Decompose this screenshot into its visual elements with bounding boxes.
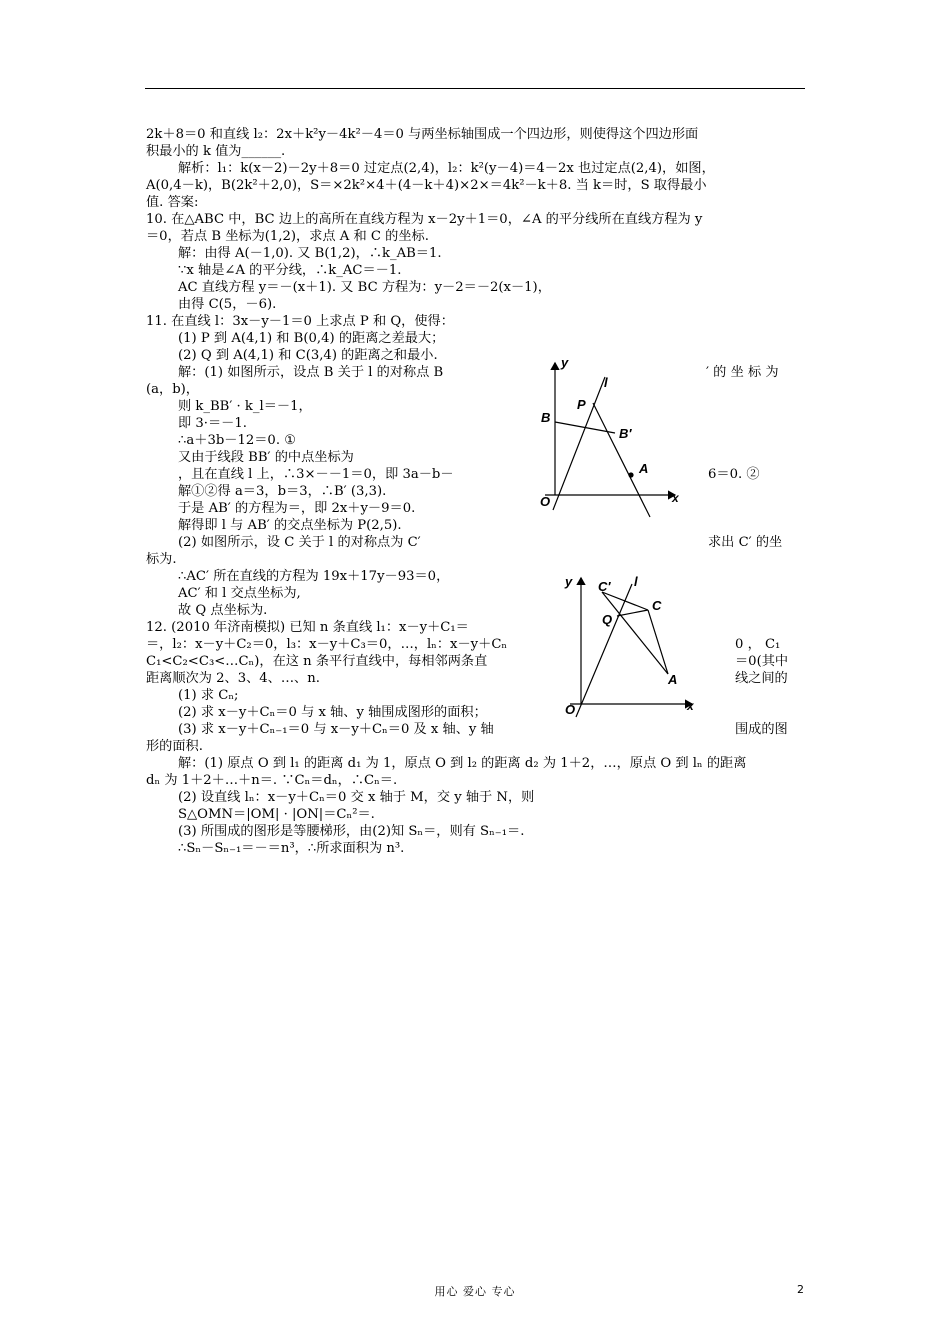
line-l: [576, 584, 632, 717]
text-fragment: 6＝0. ②: [708, 467, 760, 482]
label-a: A: [668, 672, 678, 687]
text-fragment: 围成的图: [735, 722, 788, 737]
line-ab: [593, 403, 650, 517]
text-fragment: ′ 的 坐 标 为: [706, 365, 779, 380]
segment-qc: [617, 610, 648, 616]
text-line: dₙ 为 1＋2＋…＋n＝. ∵Cₙ＝dₙ，∴Cₙ＝.: [146, 773, 398, 788]
text-line: AC 直线方程 y＝－(x＋1). 又 BC 方程为：y－2＝－2(x－1)，: [178, 280, 551, 295]
figure-reflection-c: [560, 572, 705, 722]
text-line: 由得 C(5，－6).: [178, 297, 277, 312]
text-line: 形的面积.: [146, 739, 203, 754]
text-line: 解得即 l 与 AB′ 的交点坐标为 P(2,5).: [178, 518, 402, 533]
text-line: ∴Sₙ－Sₙ₋₁＝－＝n³，∴所求面积为 n³.: [178, 841, 405, 856]
text-line: 于是 AB′ 的方程为＝，即 2x＋y－9＝0.: [178, 501, 416, 516]
label-a: A: [639, 461, 649, 476]
label-b: B: [541, 410, 551, 425]
text-line: (3) 求 x－y＋Cₙ₋₁＝0 与 x－y＋Cₙ＝0 及 x 轴、y 轴: [178, 722, 494, 737]
label-q: Q: [602, 612, 613, 627]
page-number: 2: [797, 1283, 804, 1296]
label-y: y: [565, 574, 573, 589]
figure-reflection-b: [535, 355, 695, 525]
text-line: ＝0，若点 B 坐标为(1,2)，求点 A 和 C 的坐标.: [146, 229, 429, 244]
text-line: (2) 如图所示，设 C 关于 l 的对称点为 C′: [178, 535, 421, 550]
label-l: l: [604, 375, 608, 390]
text-line: (2) Q 到 A(4,1) 和 C(3,4) 的距离之和最小.: [178, 348, 438, 363]
line-ac: [648, 610, 668, 674]
label-c: C: [652, 598, 662, 613]
text-line: (2) 设直线 lₙ：x－y＋Cₙ＝0 交 x 轴于 M，交 y 轴于 N，则: [178, 790, 535, 805]
text-line: 解析：l₁：k(x－2)－2y＋8＝0 过定点(2,4)，l₂：k²(y－4)＝4－2x 也过定点(2,4)，如图，: [178, 161, 715, 176]
point-a: [628, 472, 633, 477]
text-line: 则 k_BB′ · k_l＝－1，: [178, 399, 312, 414]
text-line: (3) 所围成的图形是等腰梯形，由(2)知 Sₙ＝，则有 Sₙ₋₁＝.: [178, 824, 525, 839]
text-line: 解：(1) 如图所示，设点 B 关于 l 的对称点 B: [178, 365, 444, 380]
text-line: ∴a＋3b－12＝0. ①: [178, 433, 297, 448]
text-line: ∵x 轴是∠A 的平分线，∴k_AC＝－1.: [178, 263, 402, 278]
label-x: x: [672, 491, 679, 505]
text-line: ＝，l₂：x－y＋C₂＝0，l₃：x－y＋C₃＝0，…，lₙ：x－y＋Cₙ: [146, 637, 508, 652]
text-line: 故 Q 点坐标为.: [178, 603, 268, 618]
text-line: S△OMN＝|OM| · |ON|＝Cₙ²＝.: [178, 807, 375, 822]
text-line: (a，b)，: [146, 382, 199, 397]
text-line: 值. 答案:: [146, 195, 199, 210]
label-l: l: [634, 574, 638, 589]
text-line: 11. 在直线 l：3x－y－1＝0 上求点 P 和 Q，使得：: [146, 314, 454, 329]
label-c-prime: C′: [598, 579, 611, 594]
label-x: x: [687, 699, 694, 713]
text-fragment: ＝0(其中: [735, 654, 789, 669]
text-line: ，且在直线 l 上，∴3×－－1＝0，即 3a－b－: [178, 467, 454, 482]
text-line: 积最小的 k 值为______.: [146, 144, 286, 159]
label-y: y: [561, 355, 569, 370]
text-line: A(0,4－k)，B(2k²＋2,0)，S＝×2k²×4＋(4－k＋4)×2×＝4k²－k＋8. 当 k＝时，S 取得最小: [146, 178, 707, 193]
label-p: P: [577, 397, 586, 412]
text-fragment: 求出 C′ 的坐: [708, 535, 783, 550]
header-rule: [145, 88, 805, 89]
text-line: C₁<C₂<C₃<…Cₙ)，在这 n 条平行直线中，每相邻两条直: [146, 654, 488, 669]
text-line: 解：(1) 原点 O 到 l₁ 的距离 d₁ 为 1，原点 O 到 l₂ 的距离 d₂ 为 1＋2，…，原点 O 到 lₙ 的距离: [178, 756, 747, 771]
text-line: 10. 在△ABC 中，BC 边上的高所在直线方程为 x－2y＋1＝0，∠A 的平分线所在直线方程为 y: [146, 212, 703, 227]
text-fragment: 0 ， C₁: [735, 637, 781, 652]
text-line: (1) 求 Cₙ;: [178, 688, 239, 703]
text-line: AC′ 和 l 交点坐标为,: [178, 586, 301, 601]
text-line: 12. (2010 年济南模拟) 已知 n 条直线 l₁：x－y＋C₁＝: [146, 620, 469, 635]
text-line: (2) 求 x－y＋Cₙ＝0 与 x 轴、y 轴围成图形的面积；: [178, 705, 487, 720]
text-line: 2k＋8＝0 和直线 l₂：2x＋k²y－4k²－4＝0 与两坐标轴围成一个四边形，则使得这个四边形面: [146, 127, 699, 142]
text-fragment: 线之间的: [735, 671, 788, 686]
label-b-prime: B′: [619, 426, 632, 441]
text-line: 又由于线段 BB′ 的中点坐标为: [178, 450, 354, 465]
label-o: O: [565, 702, 576, 717]
text-line: 即 3·＝－1.: [178, 416, 247, 431]
text-line: 解①②得 a＝3，b＝3，∴B′ (3,3).: [178, 484, 387, 499]
label-o: O: [540, 494, 551, 509]
segment-bb: [555, 422, 615, 433]
text-line: 标为.: [146, 552, 177, 567]
footer-motto: 用心 爱心 专心: [434, 1285, 516, 1298]
text-line: ∴AC′ 所在直线的方程为 19x＋17y－93＝0，: [178, 569, 450, 584]
text-line: 距离顺次为 2、3、4、…、n.: [146, 671, 320, 686]
text-line: (1) P 到 A(4,1) 和 B(0,4) 的距离之差最大；: [178, 331, 445, 346]
text-line: 解：由得 A(－1,0). 又 B(1,2)，∴k_AB＝1.: [178, 246, 442, 261]
